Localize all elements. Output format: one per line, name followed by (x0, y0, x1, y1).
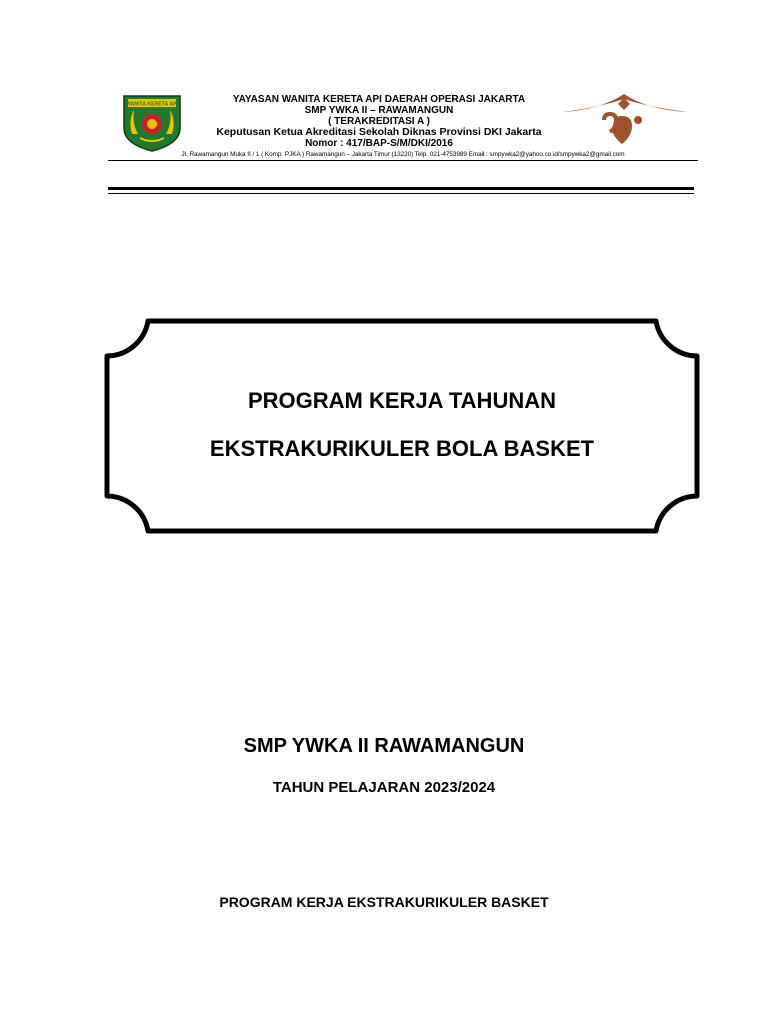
program-title: PROGRAM KERJA TAHUNAN (248, 388, 556, 413)
divider-thick (108, 187, 694, 190)
ywka-roof-heart-logo (560, 90, 690, 148)
accreditation: ( TERAKREDITASI A ) (328, 116, 430, 127)
school-address: Jl. Rawamangun Muka II / 1 ( Komp. PJKA ) Rawamangun – Jakarta Timur (13220) Telp. 021-4753989 Email : smpywka2@yahoo.co.id/smpywka2@gmail.com (181, 151, 625, 158)
title-box (104, 318, 700, 534)
school-name-header: SMP YWKA II – RAWAMANGUN (304, 105, 454, 116)
accreditation-decree: Keputusan Ketua Akreditasi Sekolah Diknas Provinsi DKI Jakarta (216, 126, 542, 138)
school-name: SMP YWKA II RAWAMANGUN (243, 735, 525, 757)
letterhead (108, 90, 698, 170)
foundation-name: YAYASAN WANITA KERETA API DAERAH OPERASI JAKARTA (232, 94, 526, 105)
divider-thin (108, 193, 694, 194)
section-heading: PROGRAM KERJA EKSTRAKURIKULER BASKET (219, 894, 549, 910)
crest-text: WANITA KERETA API (126, 101, 178, 108)
letterhead-text (194, 94, 564, 149)
decree-number: Nomor : 417/BAP-S/M/DKI/2016 (305, 138, 453, 149)
letterhead-underline (108, 160, 698, 161)
program-subtitle: EKSTRAKURIKULER BOLA BASKET (209, 436, 595, 461)
school-crest-logo (118, 94, 186, 152)
academic-year: TAHUN PELAJARAN 2023/2024 (272, 779, 496, 796)
